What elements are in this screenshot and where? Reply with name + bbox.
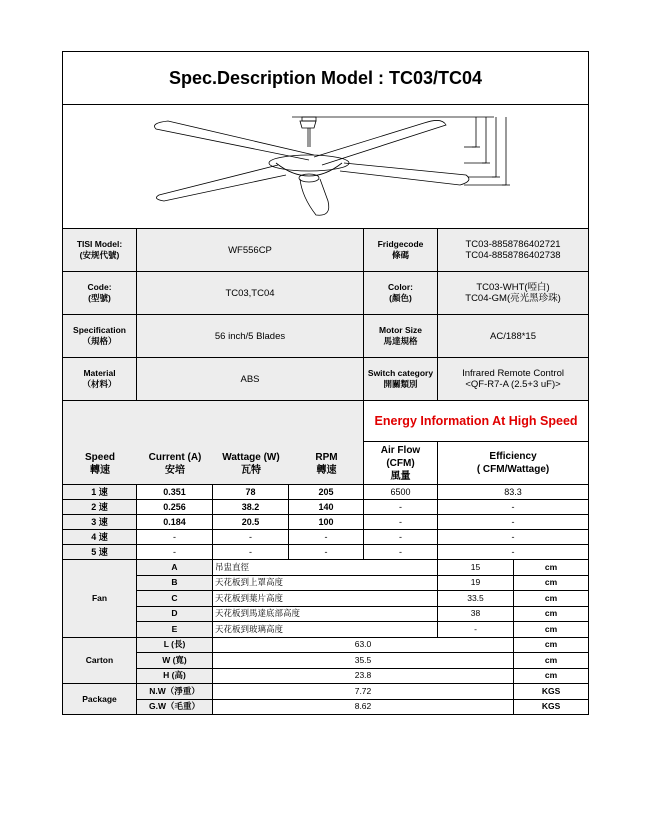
- ceiling-fan-drawing: [64, 105, 588, 225]
- efficiency-value: -: [438, 515, 589, 530]
- dimension-code: C: [137, 591, 213, 607]
- header-wattage: Wattage (W) 瓦特: [222, 452, 280, 476]
- table-row: [63, 575, 589, 591]
- spec-label-material: Material （材料）: [63, 358, 137, 401]
- table-row: [63, 530, 589, 545]
- dimension-value: 38: [438, 606, 514, 622]
- current-value: 0.256: [137, 500, 213, 515]
- dimension-desc: 天花板到上罩高度: [213, 575, 438, 591]
- package-unit: KGS: [514, 699, 589, 715]
- table-row: [63, 684, 589, 700]
- airflow-value: -: [364, 530, 438, 545]
- dimension-desc: 吊盅直徑: [213, 560, 438, 576]
- package-value: 7.72: [213, 684, 514, 700]
- rpm-value: 205: [289, 485, 364, 500]
- spec-value-tisi: WF556CP: [137, 229, 364, 272]
- spec-sheet: [62, 51, 588, 715]
- table-row: [63, 668, 589, 684]
- rpm-value: 100: [289, 515, 364, 530]
- table-row: [63, 699, 589, 715]
- spec-table: [62, 51, 589, 715]
- dimension-code: E: [137, 622, 213, 638]
- dimension-value: 33.5: [438, 591, 514, 607]
- dimension-desc: 天花板到馬達底部高度: [213, 606, 438, 622]
- table-row: [63, 560, 589, 576]
- package-group-label: Package: [63, 684, 137, 715]
- table-row: [63, 606, 589, 622]
- carton-unit: cm: [514, 637, 589, 653]
- table-row: [63, 637, 589, 653]
- header-efficiency: Efficiency ( CFM/Wattage): [438, 442, 589, 485]
- spec-label-tisi: TISI Model: (安规代號): [63, 229, 137, 272]
- dimension-code: A: [137, 560, 213, 576]
- speed-label: 4 速: [63, 530, 137, 545]
- dimension-unit: cm: [514, 622, 589, 638]
- current-value: 0.184: [137, 515, 213, 530]
- dimension-unit: cm: [514, 575, 589, 591]
- energy-headers-left: [63, 444, 364, 484]
- energy-title: Energy Information At High Speed: [364, 401, 589, 442]
- speed-label: 3 速: [63, 515, 137, 530]
- package-code: N.W（淨重）: [137, 684, 213, 700]
- package-code: G.W（毛重）: [137, 699, 213, 715]
- efficiency-value: -: [438, 500, 589, 515]
- spec-value-fridgecode: TC03-8858786402721 TC04-8858786402738: [438, 229, 589, 272]
- table-row: [63, 545, 589, 560]
- airflow-value: 6500: [364, 485, 438, 500]
- spec-value-color: TC03-WHT(啞白) TC04-GM(亮光黑珍珠): [438, 272, 589, 315]
- carton-code: H (高): [137, 668, 213, 684]
- dimension-unit: cm: [514, 560, 589, 576]
- wattage-value: -: [213, 530, 289, 545]
- spec-label-motor-size: Motor Size 馬達規格: [364, 315, 438, 358]
- table-row: [63, 591, 589, 607]
- airflow-value: -: [364, 500, 438, 515]
- fan-group-label: Fan: [63, 560, 137, 638]
- page-title: Spec.Description Model : TC03/TC04: [63, 52, 589, 105]
- spec-value-specification: 56 inch/5 Blades: [137, 315, 364, 358]
- dimension-desc: 天花板到玻璃高度: [213, 622, 438, 638]
- efficiency-value: -: [438, 545, 589, 560]
- carton-code: W (寬): [137, 653, 213, 669]
- spec-label-specification: Specification （規格）: [63, 315, 137, 358]
- dimension-code: D: [137, 606, 213, 622]
- speed-label: 2 速: [63, 500, 137, 515]
- carton-value: 23.8: [213, 668, 514, 684]
- dimension-unit: cm: [514, 606, 589, 622]
- airflow-value: -: [364, 545, 438, 560]
- current-value: 0.351: [137, 485, 213, 500]
- spec-value-motor-size: AC/188*15: [438, 315, 589, 358]
- carton-value: 35.5: [213, 653, 514, 669]
- header-airflow: Air Flow (CFM) 風量: [364, 442, 438, 485]
- spec-label-switch-category: Switch category 開關類別: [364, 358, 438, 401]
- wattage-value: 38.2: [213, 500, 289, 515]
- speed-label: 1 速: [63, 485, 137, 500]
- table-row: [63, 653, 589, 669]
- carton-group-label: Carton: [63, 637, 137, 684]
- header-speed: Speed 轉速: [84, 452, 115, 476]
- carton-value: 63.0: [213, 637, 514, 653]
- spec-value-switch-category: Infrared Remote Control <QF-R7-A (2.5+3 uF)>: [438, 358, 589, 401]
- package-unit: KGS: [514, 684, 589, 700]
- carton-unit: cm: [514, 653, 589, 669]
- table-row: [63, 500, 589, 515]
- energy-header-spacer: [63, 401, 364, 485]
- spec-value-code: TC03,TC04: [137, 272, 364, 315]
- dimension-desc: 天花板到葉片高度: [213, 591, 438, 607]
- spec-value-material: ABS: [137, 358, 364, 401]
- dimension-code: B: [137, 575, 213, 591]
- rpm-value: -: [289, 530, 364, 545]
- efficiency-value: -: [438, 530, 589, 545]
- wattage-value: -: [213, 545, 289, 560]
- carton-code: L (長): [137, 637, 213, 653]
- current-value: -: [137, 545, 213, 560]
- table-row: [63, 622, 589, 638]
- rpm-value: -: [289, 545, 364, 560]
- table-row: [63, 485, 589, 500]
- wattage-value: 20.5: [213, 515, 289, 530]
- airflow-value: -: [364, 515, 438, 530]
- efficiency-value: 83.3: [438, 485, 589, 500]
- header-rpm: RPM 轉速: [315, 452, 338, 476]
- spec-label-color: Color: (顏色): [364, 272, 438, 315]
- dimension-value: 19: [438, 575, 514, 591]
- dimension-value: 15: [438, 560, 514, 576]
- carton-unit: cm: [514, 668, 589, 684]
- fan-diagram: [63, 105, 589, 229]
- dimension-value: -: [438, 622, 514, 638]
- wattage-value: 78: [213, 485, 289, 500]
- dimension-unit: cm: [514, 591, 589, 607]
- spec-label-code: Code: (型號): [63, 272, 137, 315]
- current-value: -: [137, 530, 213, 545]
- spec-label-fridgecode: Fridgecode 條碼: [364, 229, 438, 272]
- speed-label: 5 速: [63, 545, 137, 560]
- rpm-value: 140: [289, 500, 364, 515]
- header-current: Current (A) 安培: [148, 452, 202, 476]
- table-row: [63, 515, 589, 530]
- package-value: 8.62: [213, 699, 514, 715]
